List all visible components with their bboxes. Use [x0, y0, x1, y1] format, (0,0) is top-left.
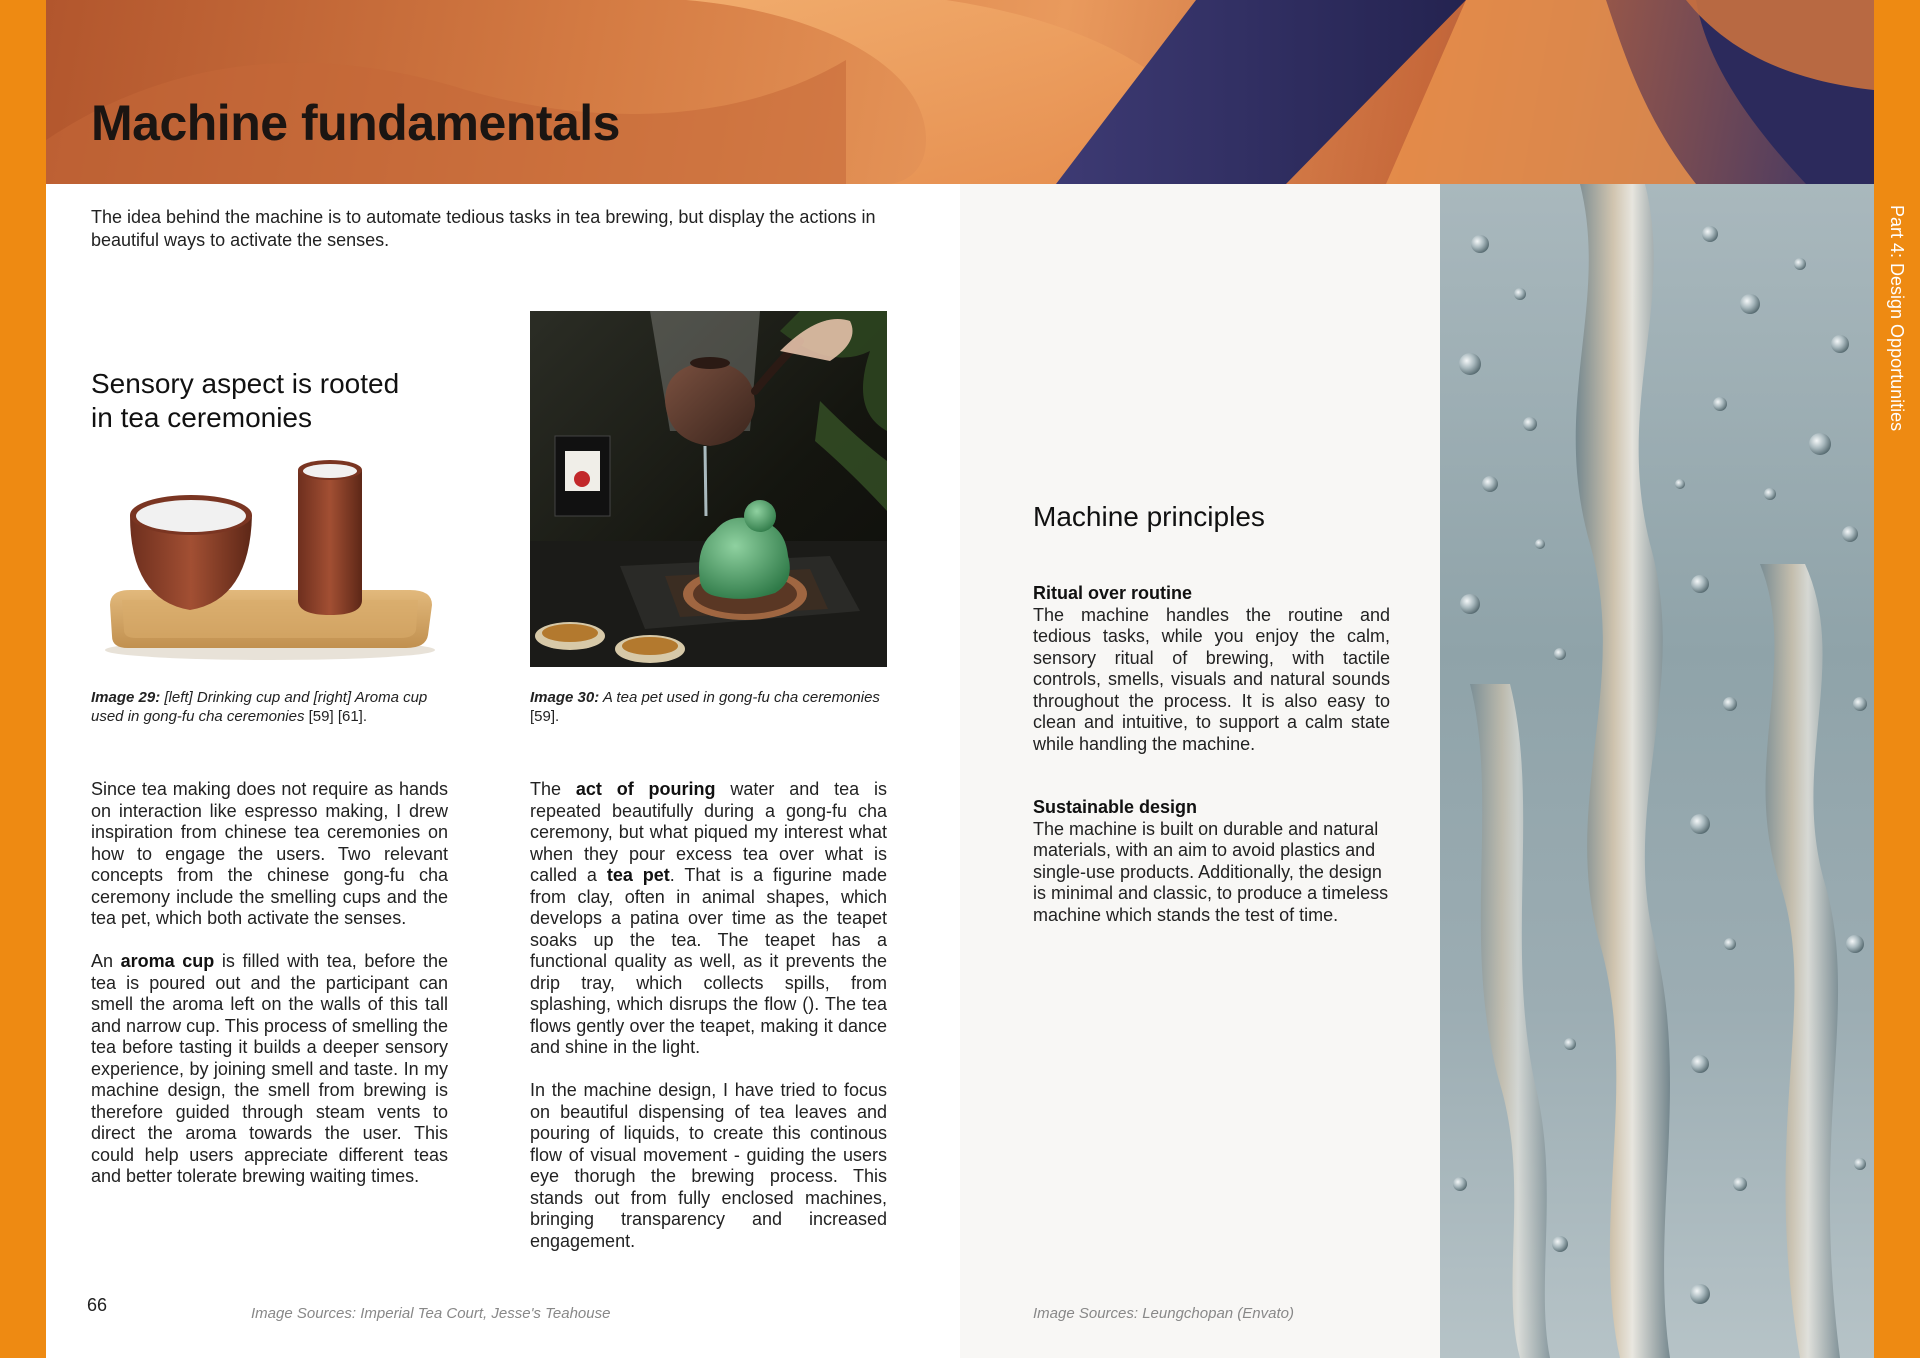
principle-ritual	[1033, 583, 1390, 755]
col2-p1-start: The	[530, 779, 576, 799]
image-sources-right: Image Sources: Leungchopan (Envato)	[1033, 1305, 1294, 1322]
tea-pet-term: tea pet	[606, 865, 670, 885]
col2-paragraph-2: In the machine design, I have tried to focus on beautiful dispensing of tea leaves and pouring of liquids, to create this continous flow of visual movement - guiding the users eye thorugh the brewing process. This stands out from fully enclosed machines, bringing transparency and increased engagement.	[530, 1080, 887, 1251]
col2-p1-rest: . That is a figurine made from clay, often in animal shapes, which develops a patina over time as the teapet soaks up the tea. The teapet has a functional quality as well, as it prevents the drip tray, which collects spills, from splashing, which disrups the flow (). The tea flows gently over the teapet, making it dance and shine in the light.	[530, 865, 887, 1057]
principle-text: The machine handles the routine and tedious tasks, while you enjoy the calm, sensory ritual of brewing, with tactile controls, smells, visuals and natural sounds throughout the process. It is also easy to clean and intuitive, to support a calm state while handling the machine.	[1033, 604, 1390, 754]
body-column-2	[530, 779, 887, 1274]
image29-caption	[91, 688, 451, 726]
body-column-1	[91, 779, 448, 1209]
image30-caption-label: Image 30:	[530, 689, 600, 706]
principle-heading: Sustainable design	[1033, 797, 1198, 817]
header-banner	[46, 0, 1874, 184]
sensory-heading-line1: Sensory aspect is rooted	[91, 368, 400, 399]
col1-p2-rest: is filled with tea, before the tea is poured out and the participant can smell the aroma left on the walls of this tall and narrow cup. This process of smelling the tea before tasting it builds a deeper sensory experience, by joining smell and taste. In my machine design, the smell from brewing is therefore guided through steam vents to direct the aroma towards the user. This could help users appreciate different teas and better tolerate brewing waiting times.	[91, 951, 448, 1186]
image30-caption-text: A tea pet used in gong-fu cha ceremonies	[599, 689, 880, 706]
principle-sustainable	[1033, 797, 1390, 926]
page-number: 66	[87, 1295, 108, 1315]
cups-illustration	[100, 450, 440, 665]
act-of-pouring-term: act of pouring	[575, 779, 716, 799]
col2-paragraph-1	[530, 779, 887, 1059]
banner-shapes	[46, 0, 1874, 184]
image29-caption-text: [left] Drinking cup and [right] Aroma cup used in gong-fu cha ceremonies	[91, 689, 428, 725]
tea-cups-photo	[100, 450, 440, 665]
col1-paragraph-1: Since tea making does not require as hands on interaction like espresso making, I drew inspiration from chinese tea ceremonies on how to engage the users. Two relevant concepts from the chinese gong-fu cha ceremony include the smelling cups and the tea pet, which both activate the senses.	[91, 779, 448, 928]
section-side-label-text: Part 4: Design Opportunities	[1887, 205, 1907, 432]
col1-p2-start: An	[91, 951, 121, 971]
principle-heading: Ritual over routine	[1033, 583, 1193, 603]
col1-paragraph-2	[91, 951, 448, 1188]
sensory-heading-line2: in tea ceremonies	[91, 402, 313, 433]
image29-caption-refs: [59] [61].	[308, 708, 368, 725]
principles-heading: Machine principles	[1033, 501, 1265, 532]
principles-list	[1033, 583, 1390, 926]
image30-caption-refs: [59].	[530, 708, 560, 725]
sensory-heading	[91, 367, 471, 435]
principle-text: The machine is built on durable and natural materials, with an aim to avoid plastics and single-use products. Additionally, the design is minimal and classic, to produce a timeless machine which stands the test of time.	[1033, 818, 1389, 925]
image30-caption	[530, 688, 890, 726]
image29-caption-label: Image 29:	[91, 689, 161, 706]
tea-pet-illustration	[530, 311, 887, 667]
aroma-cup-term: aroma cup	[120, 951, 215, 971]
water-illustration	[1440, 184, 1874, 1358]
col2-p1-mid: water and tea is repeated beautifully during a gong-fu cha ceremony, but what piqued my interest what when they pour excess tea over what is called a	[530, 779, 887, 885]
page-title: Machine fundamentals	[91, 95, 620, 151]
water-drops-photo	[1440, 184, 1874, 1358]
intro-paragraph: The idea behind the machine is to automate tedious tasks in tea brewing, but display the actions in beautiful ways to activate the senses.	[91, 207, 876, 250]
tea-pet-photo	[530, 311, 887, 667]
section-side-label	[1886, 205, 1908, 465]
left-edge-band	[0, 0, 46, 1358]
right-edge-band	[1874, 0, 1920, 1358]
image-sources-left: Image Sources: Imperial Tea Court, Jesse's Teahouse	[251, 1305, 611, 1322]
